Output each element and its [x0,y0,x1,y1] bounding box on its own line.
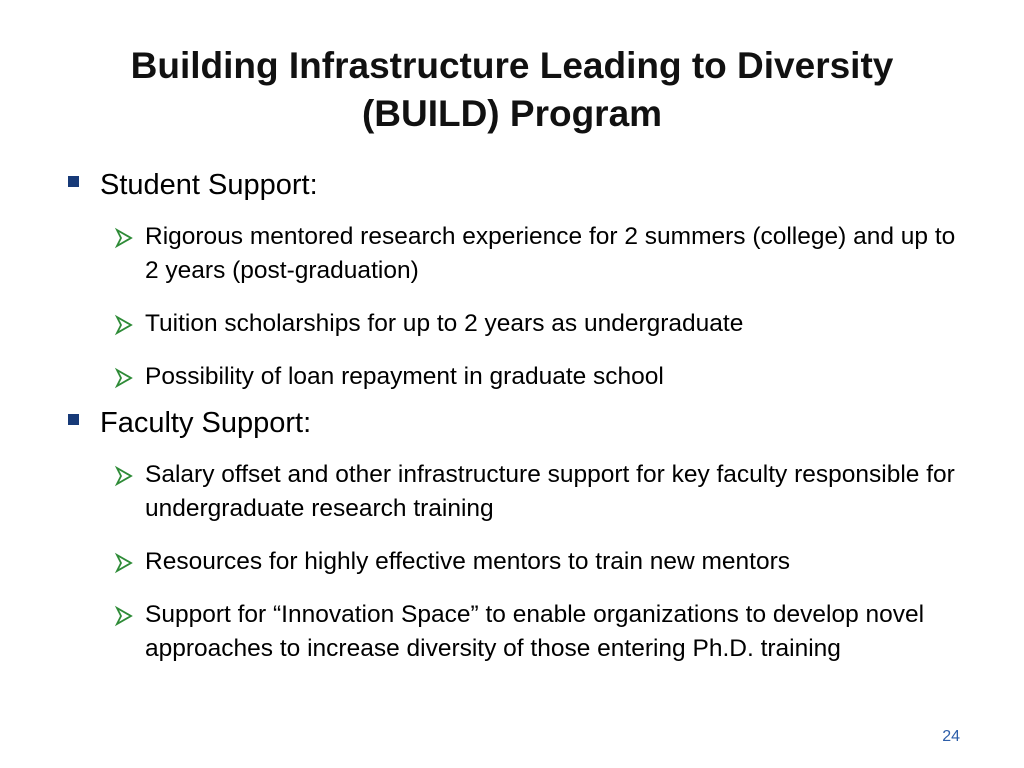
bullet-item-level2 [114,360,966,394]
bullet-text: Tuition scholarships for up to 2 years as undergraduate [145,310,744,337]
arrow-bullet-icon [114,220,136,254]
arrow-bullet-icon [114,598,136,632]
section-heading: Student Support: [100,169,318,201]
section-faculty-support [66,404,966,666]
bullet-item-level2 [114,307,966,341]
sub-bullet-list [66,220,966,394]
title-line-2: (BUILD) Program [361,93,663,134]
bullet-text: Support for “Innovation Space” to enable organizations to develop novel approaches to increase diversity of those entering Ph.D. training [145,601,925,662]
page-number: 24 [942,728,960,745]
arrow-bullet-icon [114,458,136,492]
bullet-text: Possibility of loan repayment in graduate school [145,363,664,390]
section-heading: Faculty Support: [100,407,312,439]
slide-content [66,166,966,666]
title-line-1: Building Infrastructure Leading to Diversity [130,45,894,86]
bullet-item-level2 [114,458,966,526]
arrow-bullet-icon [114,545,136,579]
arrow-bullet-icon [114,307,136,341]
arrow-bullet-icon [114,360,136,394]
square-bullet-icon [68,176,79,187]
bullet-text: Rigorous mentored research experience for 2 summers (college) and up to 2 years (post-graduation) [145,223,956,284]
square-bullet-icon [68,414,79,425]
bullet-item-level2 [114,545,966,579]
bullet-item-level2 [114,220,966,288]
bullet-item-level2 [114,598,966,666]
sub-bullet-list [66,458,966,666]
section-student-support [66,166,966,394]
bullet-item-level1 [66,404,966,442]
bullet-item-level1 [66,166,966,204]
slide-title [60,42,964,138]
bullet-text: Resources for highly effective mentors to train new mentors [145,548,791,575]
bullet-text: Salary offset and other infrastructure support for key faculty responsible for undergraduate research training [145,461,955,522]
